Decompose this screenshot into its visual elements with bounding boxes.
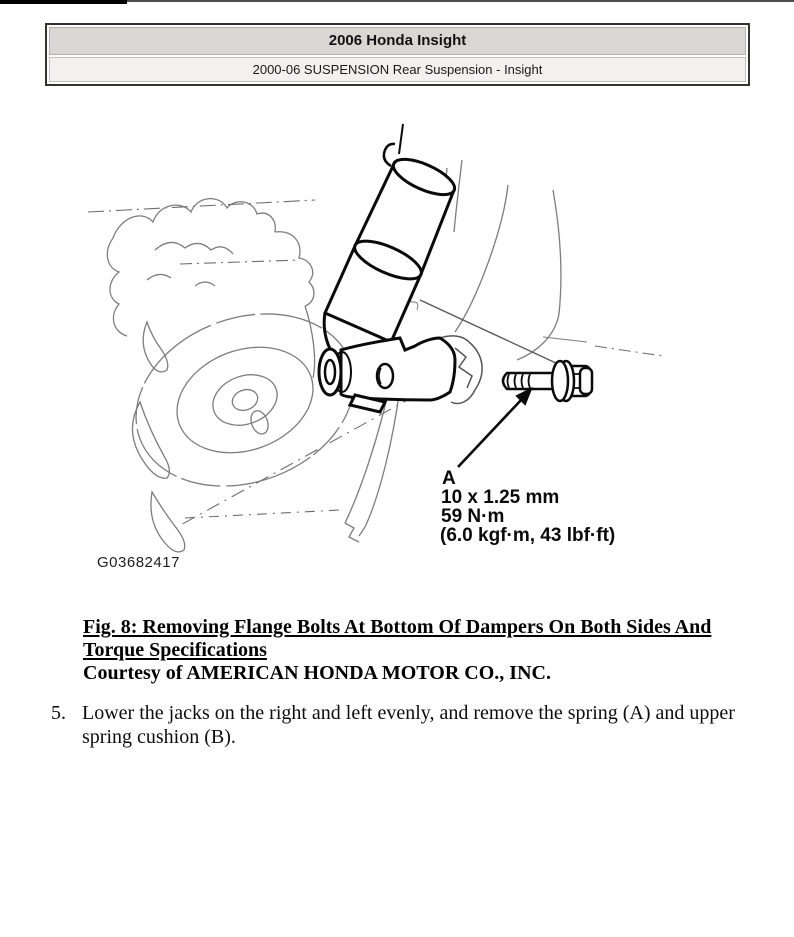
figure-caption-link[interactable] bbox=[83, 616, 747, 662]
top-left-bar bbox=[0, 0, 127, 4]
callout-arrow bbox=[458, 389, 531, 467]
doc-subtitle: 2000-06 SUSPENSION Rear Suspension - Insight bbox=[49, 57, 746, 82]
header-table bbox=[45, 23, 750, 86]
suspension-diagram bbox=[55, 110, 715, 575]
torque-nm-label: 59 N·m bbox=[441, 506, 505, 527]
damper-drawing bbox=[319, 124, 459, 412]
callout-label: A bbox=[442, 468, 456, 489]
doc-title: 2006 Honda Insight bbox=[49, 27, 746, 55]
bolt-size-label: 10 x 1.25 mm bbox=[441, 487, 560, 508]
step-item-5 bbox=[51, 702, 751, 749]
caption-line-1: Fig. 8: Removing Flange Bolts At Bottom Of Dampers On Both Sides And bbox=[83, 616, 712, 638]
figure-id-label: G03682417 bbox=[97, 554, 180, 571]
torque-alt-label: (6.0 kgf·m, 43 lbf·ft) bbox=[440, 525, 616, 546]
caption-credit: Courtesy of AMERICAN HONDA MOTOR CO., INC. bbox=[83, 662, 551, 684]
figure-area bbox=[55, 110, 715, 575]
figure-caption bbox=[83, 616, 747, 685]
flange-bolt-drawing bbox=[503, 361, 592, 401]
caption-line-2: Torque Specifications bbox=[83, 639, 267, 661]
step-number: 5. bbox=[51, 702, 66, 724]
step-text: Lower the jacks on the right and left evenly, and remove the spring (A) and upper spring cushion (B). bbox=[82, 702, 735, 748]
